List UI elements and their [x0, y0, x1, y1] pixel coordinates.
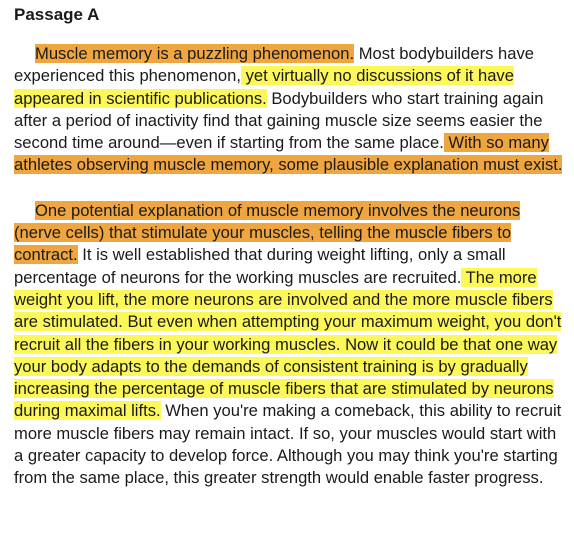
paragraph-2 [14, 200, 564, 490]
text-segment[interactable]: When you're making a comeback, this ability to recruit more muscle fibers may remain intact. If so, your muscles would start with a greater capacity to develop force. Although you may think you're starting from the same place, this greater strength would enable faster progress. [14, 401, 562, 488]
text-segment[interactable]: The more weight you lift, the more neurons are involved and the more muscle fibers are stimulated. But even when attempting your maximum weight, you don't recruit all the fibers in your working muscles. Now it could be that one way your body adapts to the demands of consistent training is by gradually increasing the percentage of muscle fibers that are stimulated by neurons during maximal lifts. [14, 267, 562, 421]
passage-title: Passage A [14, 5, 100, 24]
text-segment[interactable]: It is well established that during weight lifting, only a small percentage of neurons for the working muscles are recruited. [14, 245, 506, 287]
text-segment[interactable]: Most bodybuilders have experienced this phenomenon, [14, 44, 534, 86]
text-segment[interactable]: Muscle memory is a puzzling phenomenon. [35, 44, 355, 63]
text-segment[interactable]: With so many athletes observing muscle memory, some plausible explanation must exist. [14, 133, 563, 175]
text-segment[interactable]: yet virtually no discussions of it have appeared in scientific publications. [14, 66, 514, 108]
text-segment[interactable]: One potential explanation of muscle memory involves the neurons (nerve cells) that stimulate your muscles, telling the muscle fibers to contract. [14, 200, 521, 265]
paragraph-1 [14, 43, 564, 177]
text-segment[interactable]: Bodybuilders who start training again after a period of inactivity find that gaining muscle size seems easier the second time around—even if starting from the same place. [14, 88, 544, 153]
